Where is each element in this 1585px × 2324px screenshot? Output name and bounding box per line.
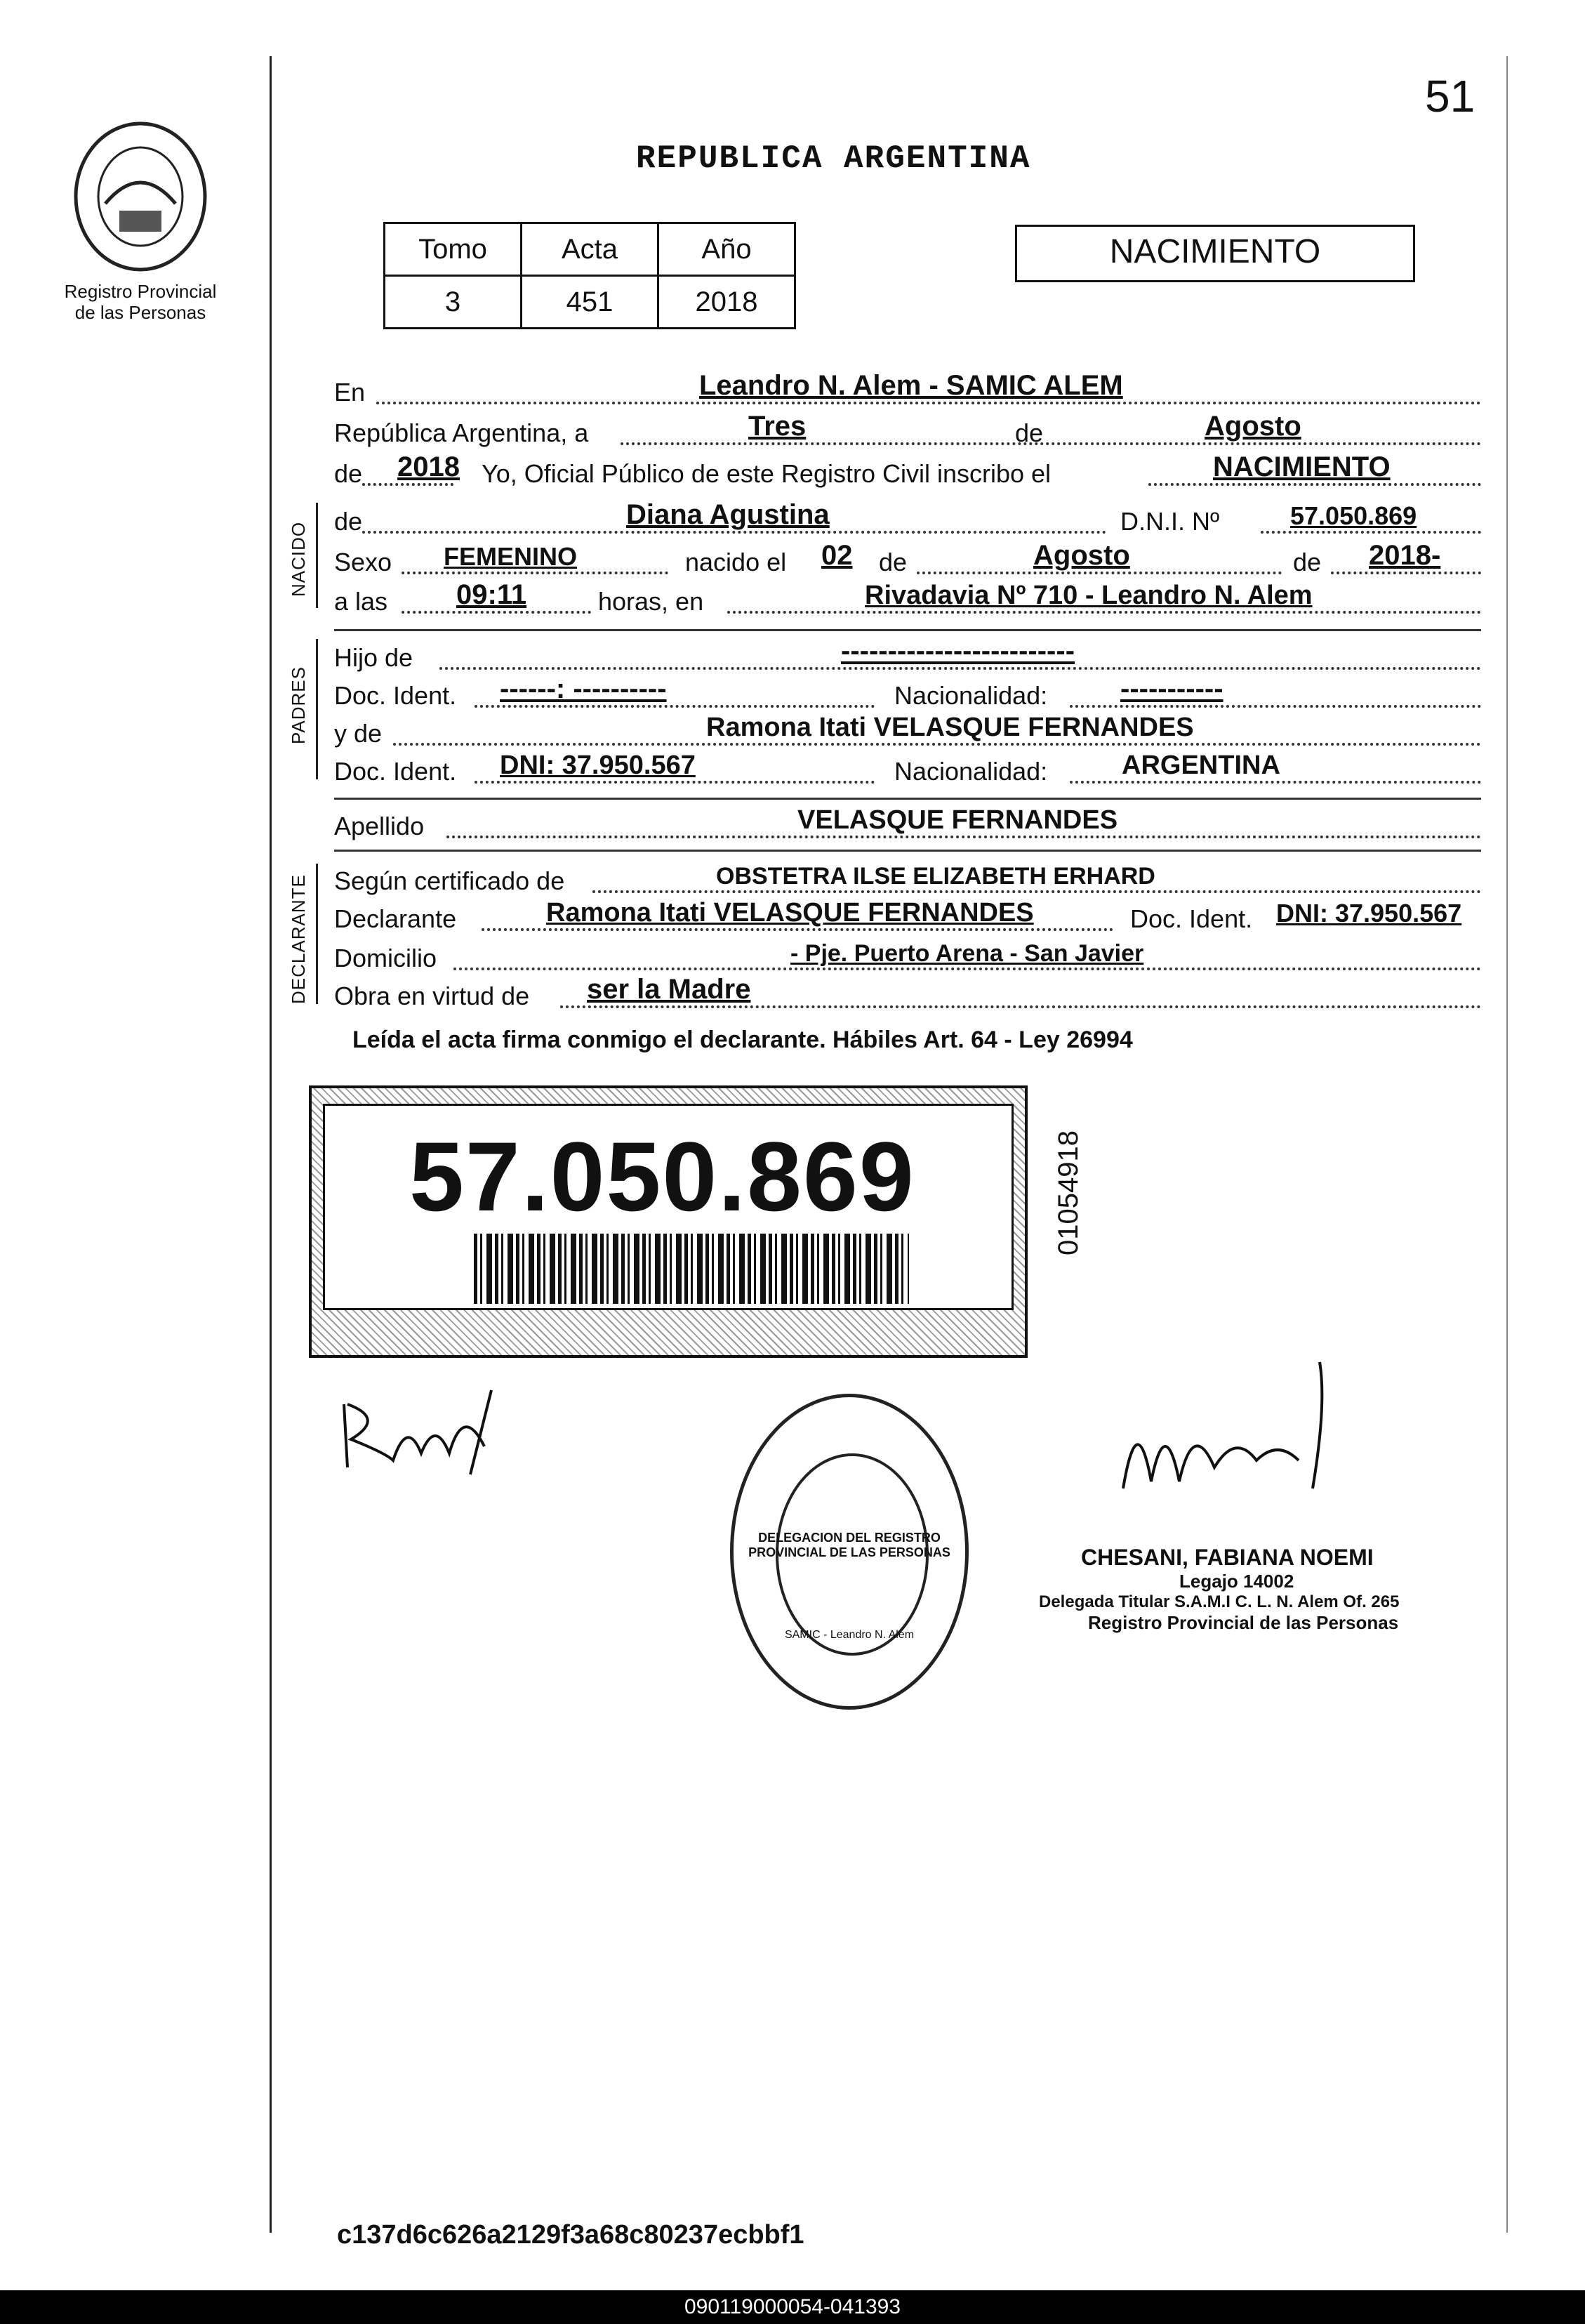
separator-2: [334, 798, 1481, 800]
row-declarante: [334, 896, 1481, 938]
stamp-outer-text: DELEGACION DEL REGISTRO PROVINCIAL DE LAS PERSONAS: [748, 1531, 950, 1559]
side-label-declarante: DECLARANTE: [288, 874, 309, 1004]
dots: [402, 572, 668, 574]
officer-role: Delegada Titular S.A.M.I C. L. N. Alem Of. 265: [1039, 1592, 1400, 1611]
label-doc-ident: Doc. Ident.: [1130, 904, 1253, 933]
label-horas-en: horas, en: [598, 587, 704, 616]
dni-sticker-inner: [323, 1104, 1014, 1310]
value-padre: -------------------------: [841, 635, 1075, 666]
side-label-nacido: NACIDO: [288, 521, 309, 597]
row-inscripcion: [334, 451, 1481, 493]
value-obra: ser la Madre: [587, 974, 751, 1005]
agency-seal: [70, 119, 211, 274]
registry-table: [383, 222, 796, 329]
registry-value-ano: 2018: [658, 276, 795, 329]
dots: [376, 402, 1481, 404]
label-nacionalidad: Nacionalidad:: [894, 757, 1048, 786]
dots: [727, 611, 1481, 614]
separator-1: [334, 629, 1481, 631]
label-de: de: [879, 548, 908, 576]
registry-header-tomo: Tomo: [385, 223, 522, 276]
label-nacionalidad: Nacionalidad:: [894, 681, 1048, 710]
page-number: 51: [1425, 71, 1475, 121]
row-certificado: [334, 858, 1481, 900]
dots: [402, 611, 591, 614]
row-apellido: [334, 803, 1481, 845]
page-title: REPUBLICA ARGENTINA: [636, 140, 1031, 177]
registry-value-acta: 451: [522, 276, 658, 329]
value-nac-padre: -----------: [1120, 673, 1223, 704]
label-segun-certificado: Según certificado de: [334, 866, 565, 895]
label-dni: D.N.I. Nº: [1120, 507, 1220, 536]
row-domicilio: [334, 935, 1481, 977]
value-anio-nac: 2018-: [1369, 540, 1441, 571]
row-hora: [334, 579, 1481, 621]
dots: [917, 572, 1282, 574]
value-apellido: VELASQUE FERNANDES: [797, 805, 1118, 835]
value-domicilio: - Pje. Puerto Arena - San Javier: [790, 940, 1144, 967]
label-apellido: Apellido: [334, 812, 425, 840]
value-declarante: Ramona Itati VELASQUE FERNANDES: [546, 898, 1034, 927]
registry-header-ano: Año: [658, 223, 795, 276]
dots: [475, 781, 875, 784]
dots: [475, 705, 875, 708]
document-hash: c137d6c626a2129f3a68c80237ecbbf1: [337, 2220, 804, 2250]
label-doc-ident: Doc. Ident.: [334, 757, 457, 786]
row-sexo: [334, 539, 1481, 581]
side-label-padres: PADRES: [288, 666, 309, 744]
officer-name: CHESANI, FABIANA NOEMI: [1081, 1545, 1374, 1570]
stamp-inner-text: SAMIC - Leandro N. Alem: [784, 1629, 915, 1641]
label-nacido-el: nacido el: [685, 548, 787, 576]
row-en: [334, 369, 1481, 411]
value-hora: 09:11: [456, 579, 527, 610]
dots: [592, 890, 1481, 893]
dots: [453, 968, 1481, 970]
declarant-signature: [330, 1376, 526, 1481]
value-madre: Ramona Itati VELASQUE FERNANDES: [706, 713, 1194, 742]
padres-bracket: [316, 639, 318, 779]
label-yo: Yo, Oficial Público de este Registro Civil inscribo el: [482, 459, 1052, 488]
value-doc-madre: DNI: 37.950.567: [500, 751, 696, 780]
officer-block: [1039, 1545, 1488, 1634]
value-mes: Agosto: [1205, 411, 1301, 442]
label-obra-en-virtud: Obra en virtud de: [334, 982, 530, 1010]
dots: [446, 836, 1481, 838]
value-doc-padre: ------: ----------: [500, 673, 667, 704]
dots: [482, 928, 1113, 931]
closing-note: Leída el acta firma conmigo el declarante. Hábiles Art. 64 - Ley 26994: [352, 1026, 1133, 1053]
label-hijo-de: Hijo de: [334, 643, 413, 672]
label-de: de: [334, 507, 363, 536]
value-sexo: FEMENINO: [444, 542, 578, 571]
row-hijo: [334, 635, 1481, 677]
right-margin-line: [1506, 56, 1508, 2233]
value-nombre: Diana Agustina: [626, 499, 830, 530]
dots: [1148, 483, 1481, 486]
label-declarante: Declarante: [334, 904, 457, 933]
agency-name: [49, 281, 232, 323]
left-margin-line: [270, 56, 272, 2233]
bottom-id: 090119000054-041393: [0, 2290, 1585, 2324]
dots: [1331, 572, 1481, 574]
official-stamp: [730, 1394, 969, 1710]
dots: [621, 442, 1481, 445]
label-de: de: [334, 459, 363, 488]
seal-emblem: [70, 119, 211, 274]
agency-line1: Registro Provincial: [64, 281, 217, 302]
value-inscribe: NACIMIENTO: [1213, 451, 1391, 482]
label-y-de: y de: [334, 719, 383, 748]
value-dia: Tres: [748, 411, 807, 442]
dots: [1070, 705, 1481, 708]
row-doc1: [334, 673, 1481, 715]
dots: [439, 667, 1481, 670]
label-republica: República Argentina, a: [334, 418, 589, 447]
dots: [560, 1005, 1481, 1008]
registry-value-tomo: 3: [385, 276, 522, 329]
value-lugar-nac: Rivadavia Nº 710 - Leandro N. Alem: [865, 581, 1313, 610]
registry-header-acta: Acta: [522, 223, 658, 276]
label-sexo: Sexo: [334, 548, 392, 576]
dni-sticker: [309, 1085, 1028, 1358]
label-de: de: [1293, 548, 1322, 576]
officer-agency: Registro Provincial de las Personas: [1088, 1612, 1399, 1633]
row-obra: [334, 973, 1481, 1015]
label-a-las: a las: [334, 587, 388, 616]
value-dia-nac: 02: [821, 540, 853, 571]
row-nombre: [334, 499, 1481, 541]
dni-sticker-serial: 01054918: [1053, 1130, 1084, 1255]
dni-sticker-number: 57.050.869: [409, 1121, 915, 1232]
dots: [1261, 531, 1481, 534]
label-domicilio: Domicilio: [334, 944, 437, 972]
row-madre: [334, 711, 1481, 753]
nacido-bracket: [316, 503, 318, 608]
label-en: En: [334, 378, 366, 407]
row-fecha: [334, 410, 1481, 452]
row-doc2: [334, 748, 1481, 791]
value-mes-nac: Agosto: [1033, 540, 1130, 571]
declarante-bracket: [316, 864, 318, 1004]
label-doc-ident: Doc. Ident.: [334, 681, 457, 710]
dots: [1070, 781, 1481, 784]
value-dni: 57.050.869: [1290, 501, 1417, 530]
barcode: [474, 1234, 909, 1304]
doc-type-box: NACIMIENTO: [1015, 225, 1415, 282]
value-nac-madre: ARGENTINA: [1122, 751, 1280, 780]
dots: [362, 531, 1106, 534]
dots: [362, 483, 453, 486]
label-de: de: [1015, 418, 1044, 447]
value-lugar: Leandro N. Alem - SAMIC ALEM: [699, 370, 1123, 401]
value-anio: 2018: [397, 451, 460, 482]
value-certificado: OBSTETRA ILSE ELIZABETH ERHARD: [716, 863, 1155, 890]
agency-line2: de las Personas: [74, 302, 206, 323]
dots: [393, 743, 1481, 746]
value-doc-declarante: DNI: 37.950.567: [1276, 899, 1462, 927]
separator-3: [334, 850, 1481, 852]
officer-signature: [1109, 1348, 1362, 1524]
officer-legajo: Legajo 14002: [1179, 1571, 1294, 1592]
